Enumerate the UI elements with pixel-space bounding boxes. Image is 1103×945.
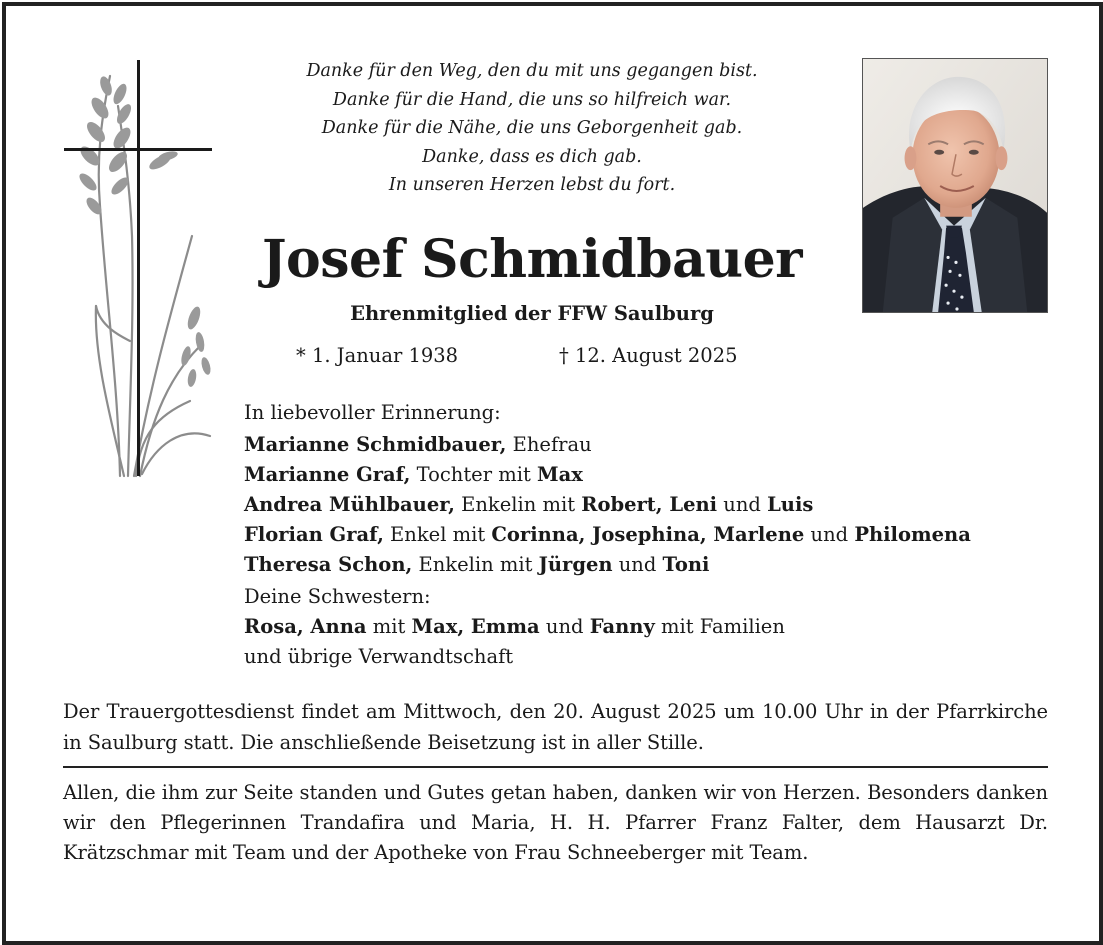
funeral-service-notice: Der Trauergottesdienst findet am Mittwoch, den 20. August 2025 um 10.00 Uhr in der Pfarrkirche in Saulburg statt. Die anschließende Beisetzung ist in aller Stille. xyxy=(63,700,1048,754)
mourner-relation: Enkelin mit xyxy=(454,493,582,516)
poem-line: In unseren Herzen lebst du fort. xyxy=(388,175,676,195)
mourner-line xyxy=(244,520,1064,550)
mourner-name: Max xyxy=(536,463,583,486)
poem-line: Danke für die Hand, die uns so hilfreich war. xyxy=(332,89,732,110)
mourner-relation: Enkel mit xyxy=(383,523,492,546)
other-relatives: und übrige Verwandtschaft xyxy=(244,645,514,668)
memorial-poem xyxy=(222,57,842,200)
honorary-title: Ehrenmitglied der FFW Saulburg xyxy=(350,302,714,325)
mourner-name: Marianne Graf, xyxy=(244,463,411,486)
mourner-relation: Enkelin mit xyxy=(412,553,539,576)
deceased-name: Josef Schmidbauer xyxy=(261,229,803,290)
mourner-name: Rosa, Anna xyxy=(244,615,367,638)
mourner-line xyxy=(244,430,1064,460)
mourners-intro: In liebevoller Erinnerung: xyxy=(244,401,501,424)
cross-with-grass-emblem xyxy=(60,56,220,481)
mourners-list xyxy=(244,398,1064,672)
mourner-relation: Tochter mit xyxy=(410,463,537,486)
thank-you-note: Allen, die ihm zur Seite standen und Gutes getan haben, danken wir von Herzen. Besonders danken wir den Pflegerinnen Trandafira und Maria, H. H. Pfarrer Franz Falter, dem Hausarzt Dr. Krätzschmar mit Team und der Apotheke von Frau Schneeberger mit Team. xyxy=(63,781,1048,864)
mourner-connector: und xyxy=(539,615,590,638)
mourner-name: Theresa Schon, xyxy=(244,553,413,576)
mourner-connector: mit xyxy=(366,615,412,638)
mourner-line xyxy=(244,490,1064,520)
obituary-card xyxy=(2,2,1103,945)
mourner-name: Marianne Schmidbauer, xyxy=(244,433,507,456)
mourner-line xyxy=(244,550,1064,580)
mourner-connector: und xyxy=(804,523,855,546)
mourner-name: Fanny xyxy=(589,615,655,638)
mourner-name: Corinna, Josephina, Marlene xyxy=(491,523,805,546)
mourner-relation: Ehefrau xyxy=(506,433,592,456)
birth-date: * 1. Januar 1938 xyxy=(296,344,459,367)
sisters-intro: Deine Schwestern: xyxy=(244,585,431,608)
poem-line: Danke für die Nähe, die uns Geborgenheit gab. xyxy=(321,118,743,138)
portrait-photo xyxy=(862,58,1048,313)
mourner-name: Andrea Mühlbauer, xyxy=(244,493,455,516)
mourner-connector: und xyxy=(612,553,663,576)
divider-line xyxy=(63,766,1048,768)
mourner-name: Florian Graf, xyxy=(244,523,384,546)
mourner-name: Toni xyxy=(662,553,710,576)
mourner-name: Jürgen xyxy=(538,553,613,576)
mourner-relation: mit Familien xyxy=(654,615,785,638)
mourner-name: Max, Emma xyxy=(411,615,540,638)
mourner-line xyxy=(244,612,1064,642)
poem-line: Danke für den Weg, den du mit uns gegangen bist. xyxy=(306,61,758,81)
poem-line: Danke, dass es dich gab. xyxy=(422,146,642,167)
mourner-connector: und xyxy=(717,493,768,516)
death-date: † 12. August 2025 xyxy=(559,344,738,367)
mourner-name: Luis xyxy=(767,493,814,516)
mourner-line xyxy=(244,460,1064,490)
mourner-name: Philomena xyxy=(854,523,971,546)
cross-icon xyxy=(64,60,212,476)
mourner-name: Robert, Leni xyxy=(581,493,718,516)
